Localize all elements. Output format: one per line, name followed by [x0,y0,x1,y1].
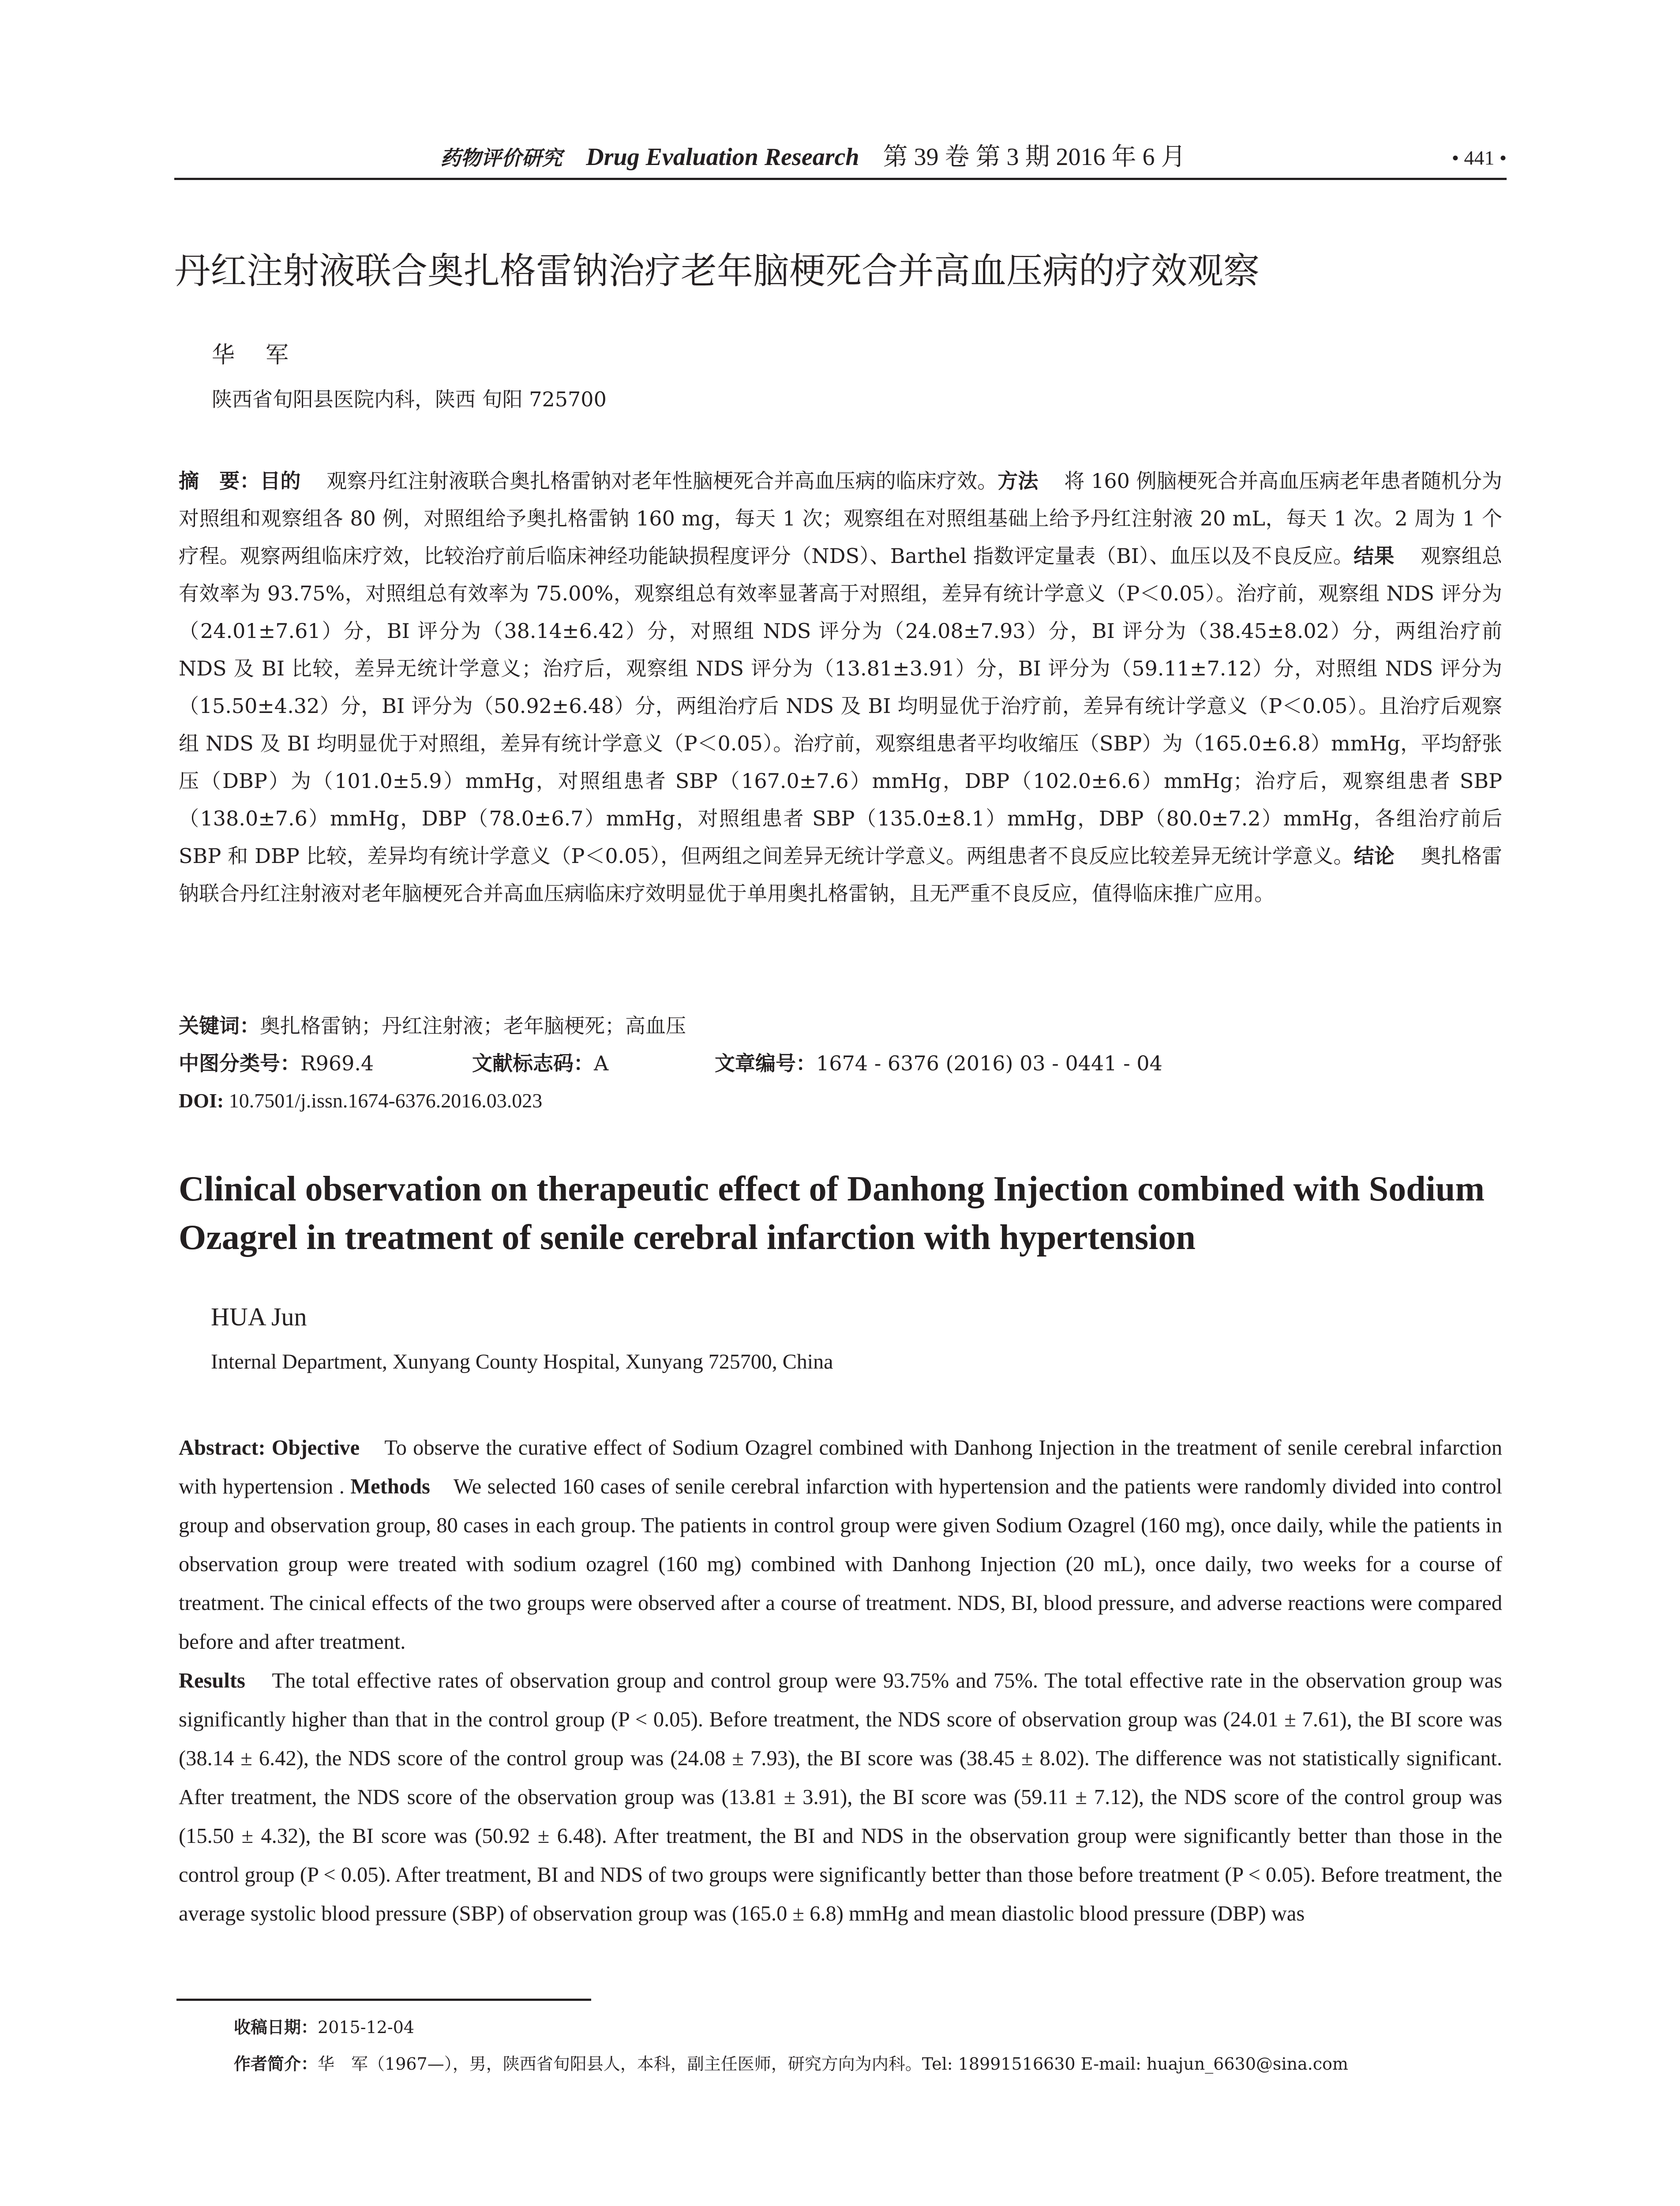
author-bio [234,2051,1348,2077]
objective-text-en: To observe the curative effect of Sodium Ozagrel combined with Danhong Injection in the treatment of senile cerebral infarction with hypertension . [179,1436,1502,1498]
author-name-cn: 华军 [212,342,320,368]
author-name-en: HUA Jun [211,1302,307,1331]
received-value: 2015-12-04 [318,2018,415,2037]
objective-label-en: Objective [271,1436,360,1459]
doc-code-value: A [594,1051,609,1075]
objective-text-cn: 观察丹红注射液联合奥扎格雷钠对老年性脑梗死合并高血压病的临床疗效。 [326,469,998,493]
article-id-label: 文章编号： [715,1051,816,1075]
author-bio-value: 华 军（1967—），男，陕西省旬阳县人，本科，副主任医师，研究方向为内科。Tel: 18991516630 E-mail: huajun_6630@sina.com [318,2054,1348,2074]
article-id [715,1046,1162,1081]
journal-name-cn: 药物评价研究 [440,146,562,170]
class-number [179,1051,374,1075]
running-header [174,131,1507,180]
objective-label-cn: 目的 [260,469,301,493]
methods-label-en: Methods [350,1475,430,1498]
affiliation-en: Internal Department, Xunyang County Hospital, Xunyang 725700, China [211,1350,833,1373]
class-number-label: 中图分类号： [179,1051,300,1075]
methods-text-en: We selected 160 cases of senile cerebral infarction with hypertension and the patients were randomly divided into control group and observation group, 80 cases in each group. The patients in control group were given Sodium Ozagrel (160 mg), once daily, while the patients in observation group were treated with sodium ozagrel (160 mg) combined with Danhong Injection (20 mL), once daily, two weeks for a course of treatment. The cinical effects of the two groups were observed after a course of treatment. NDS, BI, blood pressure, and adverse reactions were compared before and after treatment. [179,1475,1503,1654]
page-number: • 441 • [1451,146,1507,169]
article-title-cn: 丹红注射液联合奥扎格雷钠治疗老年脑梗死合并高血压病的疗效观察 [174,250,1260,292]
class-number-value: R969.4 [300,1051,374,1075]
article-id-value: 1674 - 6376 (2016) 03 - 0441 - 04 [816,1051,1162,1075]
doi-link[interactable]: 10.7501/j.issn.1674-6376.2016.03.023 [229,1089,543,1112]
keywords-value: 奥扎格雷钠；丹红注射液；老年脑梗死；高血压 [260,1014,686,1038]
methods-text-cn: 将 160 例脑梗死合并高血压病老年患者随机分为对照组和观察组各 80 例，对照组给予奥扎格雷钠 160 mg，每天 1 次；观察组在对照组基础上给予丹红注射液 20 mL，每天 1 次。2 周为 1 个疗程。观察两组临床疗效，比较治疗前后临床神经功能缺损程度评分（NDS）、Barthel 指数评定量表（BI）、血压以及不良反应。 [179,469,1503,568]
doc-code [472,1046,608,1081]
methods-label-cn: 方法 [998,469,1039,493]
footnote-divider [176,1999,591,2001]
issue-info: 第 39 卷 第 3 期 2016 年 6 月 [883,143,1186,171]
results-label-en: Results [179,1669,245,1692]
results-text-cn: 观察组总有效率为 93.75%，对照组总有效率为 75.00%，观察组总有效率显著高于对照组，差异有统计学意义（P＜0.05）。治疗前，观察组 NDS 评分为（24.01±7.61）分，BI 评分为（38.14±6.42）分，对照组 NDS 评分为（24.08±7.93）分，BI 评分为（38.45±8.02）分，两组治疗前 NDS 及 BI 比较，差异无统计学意义；治疗后，观察组 NDS 评分为（13.81±3.91）分，BI 评分为（59.11±7.12）分，对照组 NDS 评分为（15.50±4.32）分，BI 评分为（50.92±6.48）分，两组治疗后 NDS 及 BI 均明显优于治疗前，差异有统计学意义（P＜0.05）。且治疗后观察组 NDS 及 BI 均明显优于对照组，差异有统计学意义（P＜0.05）。治疗前，观察组患者平均收缩压（SBP）为（165.0±6.8）mmHg，平均舒张压（DBP）为（101.0±5.9）mmHg，对照组患者 SBP（167.0±7.6）mmHg，DBP（102.0±6.6）mmHg；治疗后，观察组患者 SBP（138.0±7.6）mmHg，DBP（78.0±6.7）mmHg，对照组患者 SBP（135.0±8.1）mmHg，DBP（80.0±7.2）mmHg，各组治疗前后 SBP 和 DBP 比较，差异均有统计学意义（P＜0.05），但两组之间差异无统计学意义。两组患者不良反应比较差异无统计学意义。 [179,544,1502,868]
doi-label: DOI: [179,1089,224,1112]
abstract-en [179,1429,1502,1933]
conclusion-text-cn: 奥扎格雷钠联合丹红注射液对老年脑梗死合并高血压病临床疗效明显优于单用奥扎格雷钠，且无严重不良反应，值得临床推广应用。 [179,844,1503,905]
keywords-line [179,1008,1502,1043]
abstract-label-cn: 摘 要： [179,469,260,493]
affiliation-cn: 陕西省旬阳县医院内科，陕西 旬阳 725700 [212,387,607,411]
keywords-label: 关键词： [179,1014,260,1038]
journal-name-en: Drug Evaluation Research [586,143,859,171]
running-header-journal [174,137,1452,178]
abstract-cn [179,462,1502,912]
doc-code-label: 文献标志码： [472,1051,594,1075]
classification-line [179,1046,1502,1081]
article-title-en: Clinical observation on therapeutic effect of Danhong Injection combined with Sodium Ozagrel in treatment of senile cerebral infarction with hypertension [179,1170,1485,1257]
doi-line [179,1083,1502,1118]
received-label: 收稿日期： [234,2018,318,2037]
abstract-label-en: Abstract: [179,1436,266,1459]
received-date [234,2014,414,2041]
author-bio-label: 作者简介： [234,2054,318,2074]
results-label-cn: 结果 [1354,544,1395,568]
results-text-en: The total effective rates of observation group and control group were 93.75% and 75%. The total effective rate in the observation group was significantly higher than that in the control group (P < 0.05). Before treatment, the NDS score of observation group was (24.01 ± 7.61), the BI score was (38.14 ± 6.42), the NDS score of the control group was (24.08 ± 7.93), the BI score was (38.45 ± 8.02). The difference was not statistically significant. After treatment, the NDS score of the observation group was (13.81 ± 3.91), the BI score was (59.11 ± 7.12), the NDS score of the control group was (15.50 ± 4.32), the BI score was (50.92 ± 6.48). After treatment, the BI and NDS in the observation group were significantly better than those in the control group (P < 0.05). After treatment, BI and NDS of two groups were significantly better than those before treatment (P < 0.05). Before treatment, the average systolic blood pressure (SBP) of observation group was (165.0 ± 6.8) mmHg and mean diastolic blood pressure (DBP) was [179,1669,1502,1925]
conclusion-label-cn: 结论 [1354,844,1395,868]
